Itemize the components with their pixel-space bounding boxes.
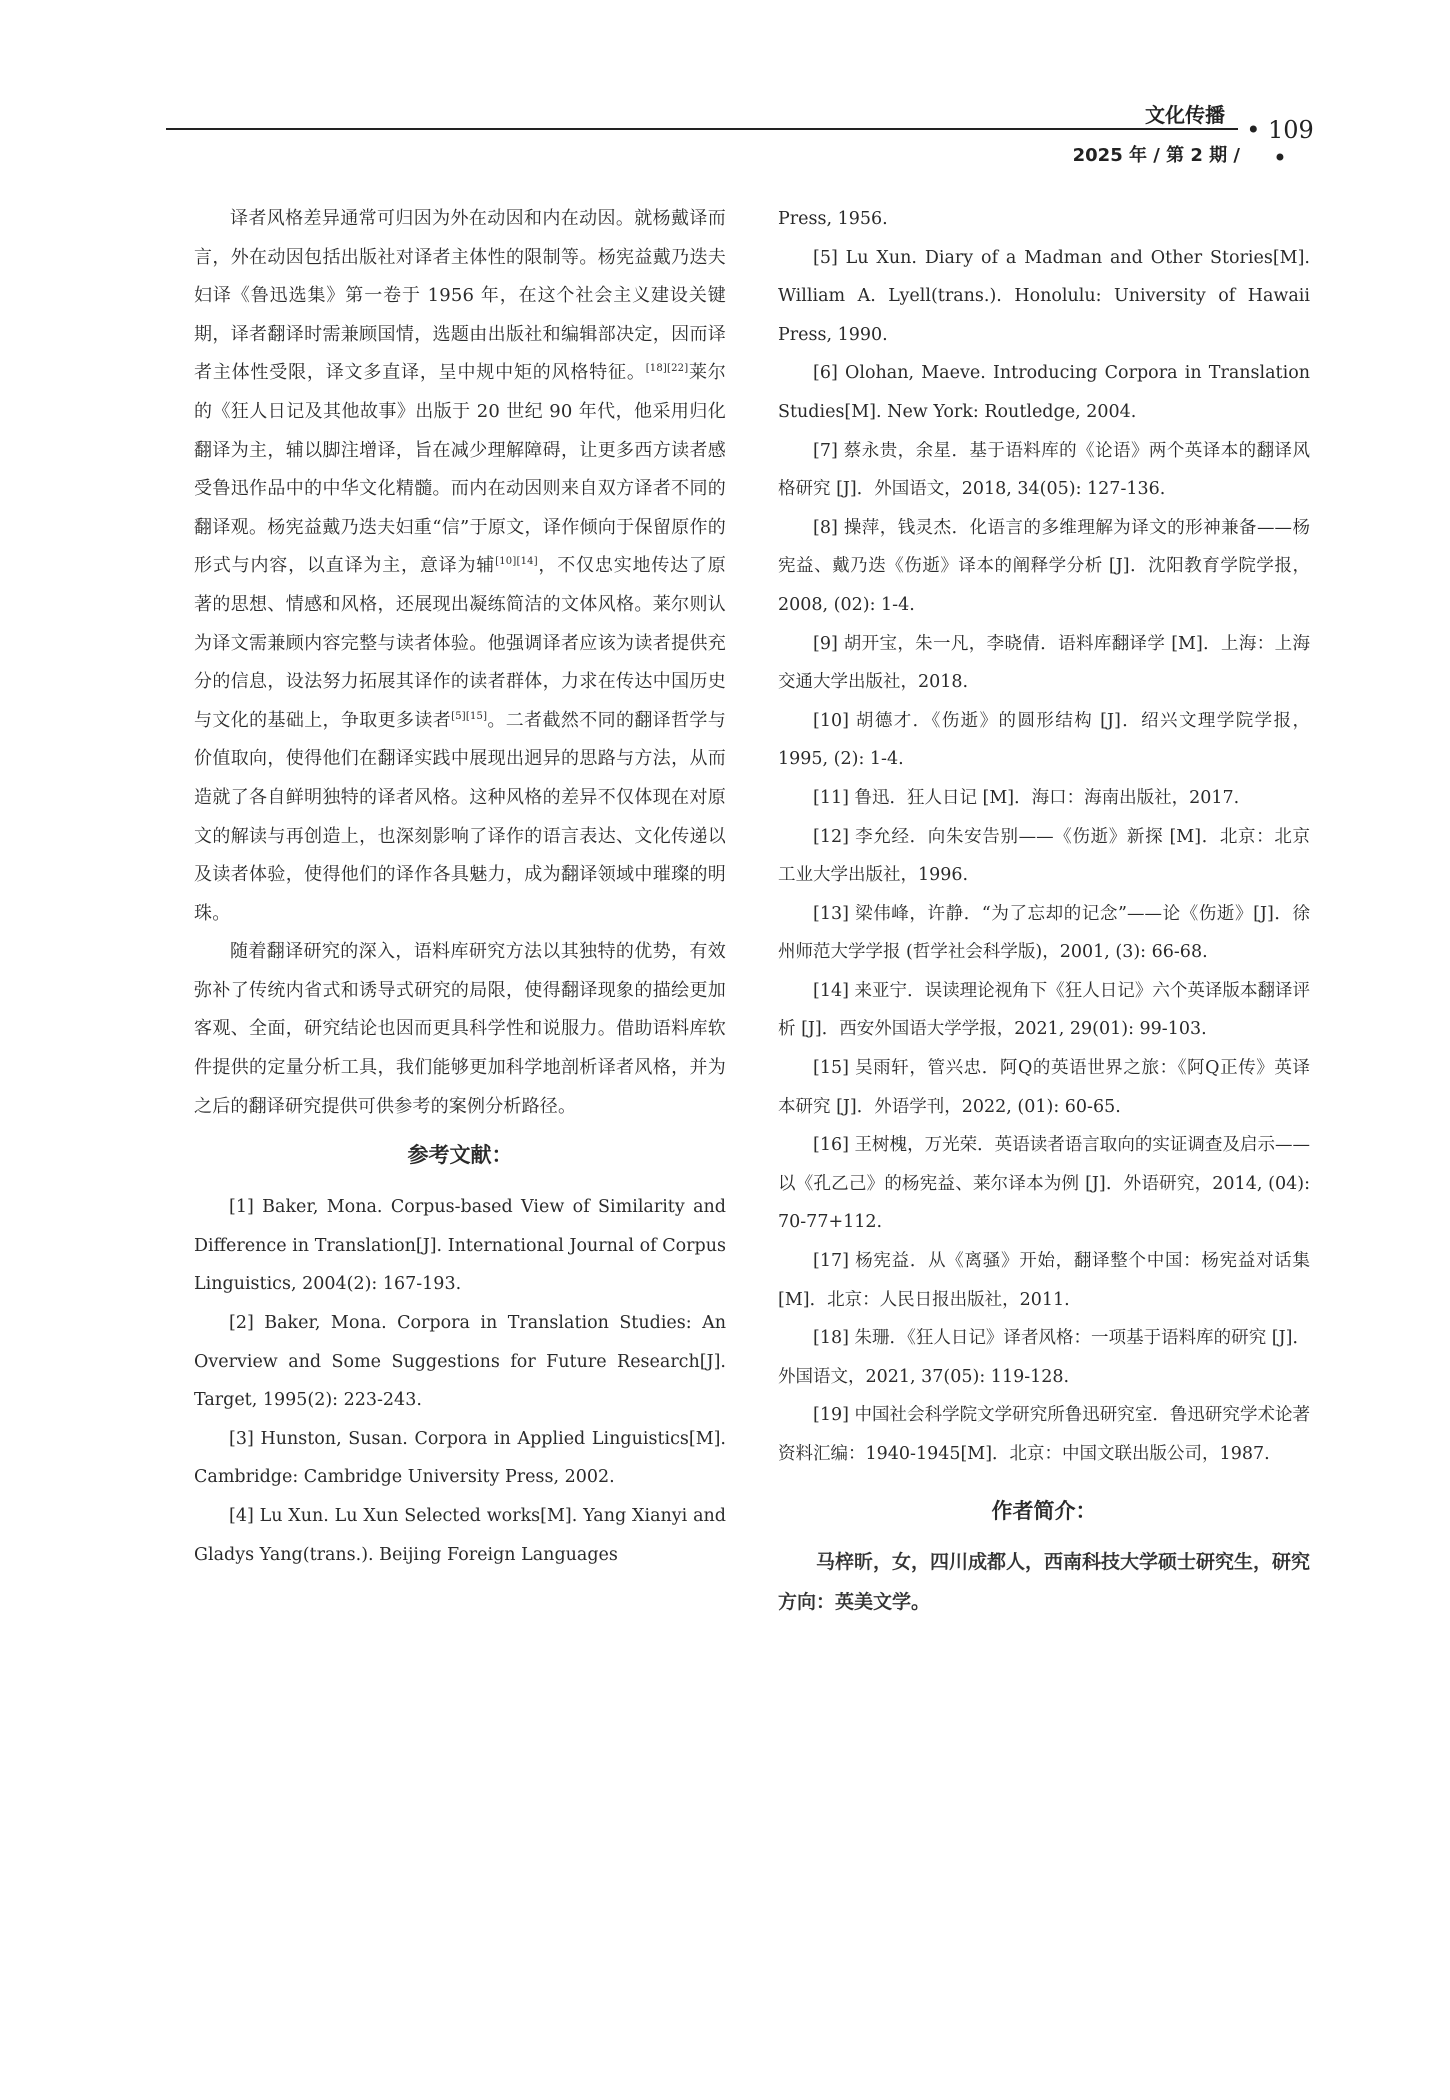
reference-item: [4] Lu Xun. Lu Xun Selected works[M]. Yang Xianyi and Gladys Yang(trans.). Beijing Foreign Languages (194, 1506, 726, 1565)
body-paragraph-2: 随着翻译研究的深入，语料库研究方法以其独特的优势，有效弥补了传统内省式和诱导式研究的局限，使得翻译现象的描绘更加客观、全面，研究结论也因而更具科学性和说服力。借助语料库软件提供的定量分析工具，我们能够更加科学地剖析译者风格，并为之后的翻译研究提供可供参考的案例分析路径。 (194, 941, 726, 1117)
reference-item: [8] 操萍，钱灵杰．化语言的多维理解为译文的形神兼备——杨宪益、戴乃迭《伤逝》译本的阐释学分析 [J]．沈阳教育学院学报，2008, (02): 1-4. (778, 517, 1310, 615)
references-heading: 参考文献： (407, 1143, 513, 1168)
reference-item: [10] 胡德才．《伤逝》的圆形结构 [J]．绍兴文理学院学报，1995, (2): 1-4. (778, 710, 1310, 770)
right-column (778, 200, 1310, 1622)
author-bio-text: 马梓昕，女，四川成都人，西南科技大学硕士研究生，研究方向：英美文学。 (778, 1550, 1311, 1613)
author-bio-heading: 作者简介： (991, 1498, 1097, 1523)
reference-item: [1] Baker, Mona. Corpus-based View of Similarity and Difference in Translation[J]. International Journal of Corpus Linguistics, 2004(2): 167-193. (194, 1197, 726, 1295)
reference-item: [18] 朱珊．《狂人日记》译者风格：一项基于语料库的研究 [J]．外国语文，2021, 37(05): 119-128. (778, 1328, 1310, 1387)
page-number: • 109 • (1246, 116, 1314, 172)
para1-text-c: ，不仅忠实地传达了原著的思想、情感和风格，还展现出凝练简洁的文体风格。莱尔则认为译文需兼顾内容完整与读者体验。他强调译者应该为读者提供充分的信息，设法努力拓展其译作的读者群体，力求在传达中国历史与文化的基础上，争取更多读者 (194, 555, 727, 731)
running-header-section: 文化传播 (1145, 103, 1225, 127)
reference-item: [5] Lu Xun. Diary of a Madman and Other Stories[M]. William A. Lyell(trans.). Honolulu: University of Hawaii Press, 1990. (778, 247, 1310, 345)
reference-item: [17] 杨宪益．从《离骚》开始，翻译整个中国：杨宪益对话集 [M]．北京：人民日报出版社，2011. (778, 1251, 1310, 1310)
reference-item: [19] 中国社会科学院文学研究所鲁迅研究室．鲁迅研究学术论著资料汇编：1940-1945[M]．北京：中国文联出版公司，1987. (778, 1405, 1310, 1464)
para1-text-b: 莱尔的《狂人日记及其他故事》出版于 20 世纪 90 年代，他采用归化翻译为主，辅以脚注增译，旨在减少理解障碍，让更多西方读者感受鲁迅作品中的中华文化精髓。而内在动因则来自双方译者不同的翻译观。杨宪益戴乃迭夫妇重“信”于原文，译作倾向于保留原作的形式与内容，以直译为主，意译为辅 (194, 362, 726, 577)
para1-text-a: 译者风格差异通常可归因为外在动因和内在动因。就杨戴译而言，外在动因包括出版社对译者主体性的限制等。杨宪益戴乃迭夫妇译《鲁迅选集》第一卷于 1956 年，在这个社会主义建设关键期，译者翻译时需兼顾国情，选题由出版社和编辑部决定，因而译者主体性受限，译文多直译，呈中规中矩的风格特征。 (194, 208, 726, 384)
reference-item: [16] 王树槐，万光荣．英语读者语言取向的实证调查及启示——以《孔乙己》的杨宪益、莱尔译本为例 [J]．外语研究，2014, (04): 70-77+112. (778, 1135, 1310, 1233)
reference-item: [11] 鲁迅．狂人日记 [M]．海口：海南出版社，2017. (813, 787, 1240, 808)
reference-item: [6] Olohan, Maeve. Introducing Corpora in Translation Studies[M]. New York: Routledge, 2004. (778, 363, 1310, 422)
issue-label: 2025 年 / 第 2 期 / (1072, 145, 1240, 166)
reference-item: [7] 蔡永贵，余星．基于语料库的《论语》两个英译本的翻译风格研究 [J]．外国语文，2018, 34(05): 127-136. (778, 440, 1310, 500)
reference-item: [14] 来亚宁．误读理论视角下《狂人日记》六个英译版本翻译评析 [J]．西安外国语大学学报，2021, 29(01): 99-103. (778, 980, 1310, 1040)
citation: [18][22] (645, 363, 689, 375)
reference-item: [13] 梁伟峰，许静．“为了忘却的记念”——论《伤逝》[J]．徐州师范大学学报 (哲学社会科学版)，2001, (3): 66-68. (778, 903, 1310, 963)
reference-item: [2] Baker, Mona. Corpora in Translation Studies: An Overview and Some Suggestions for Future Research[J]. Target, 1995(2): 223-243. (194, 1313, 726, 1411)
header-rule (166, 128, 1238, 130)
reference-item: [15] 吴雨轩，管兴忠．阿Q的英语世界之旅：《阿Q正传》英译本研究 [J]．外语学刊，2022, (01): 60-65. (778, 1058, 1310, 1117)
para1-text-d: 。二者截然不同的翻译哲学与价值取向，使得他们在翻译实践中展现出迥异的思路与方法，从而造就了各自鲜明独特的译者风格。这种风格的差异不仅体现在对原文的解读与再创造上，也深刻影响了译作的语言表达、文化传递以及读者体验，使得他们的译作各具魅力，成为翻译领域中璀璨的明珠。 (194, 709, 726, 924)
reference-item: [3] Hunston, Susan. Corpora in Applied Linguistics[M]. Cambridge: Cambridge University Press, 2002. (194, 1428, 726, 1488)
left-column (194, 200, 726, 1574)
citation: [10][14] (495, 556, 538, 568)
reference-continuation: Press, 1956. (778, 209, 888, 229)
reference-item: [12] 李允经．向朱安告别——《伤逝》新探 [M]．北京：北京工业大学出版社，1996. (778, 826, 1310, 886)
reference-item: [9] 胡开宝，朱一凡，李晓倩．语料库翻译学 [M]．上海：上海交通大学出版社，2018. (778, 633, 1310, 693)
body-paragraph-1 (194, 200, 726, 933)
citation: [5][15] (451, 710, 488, 722)
